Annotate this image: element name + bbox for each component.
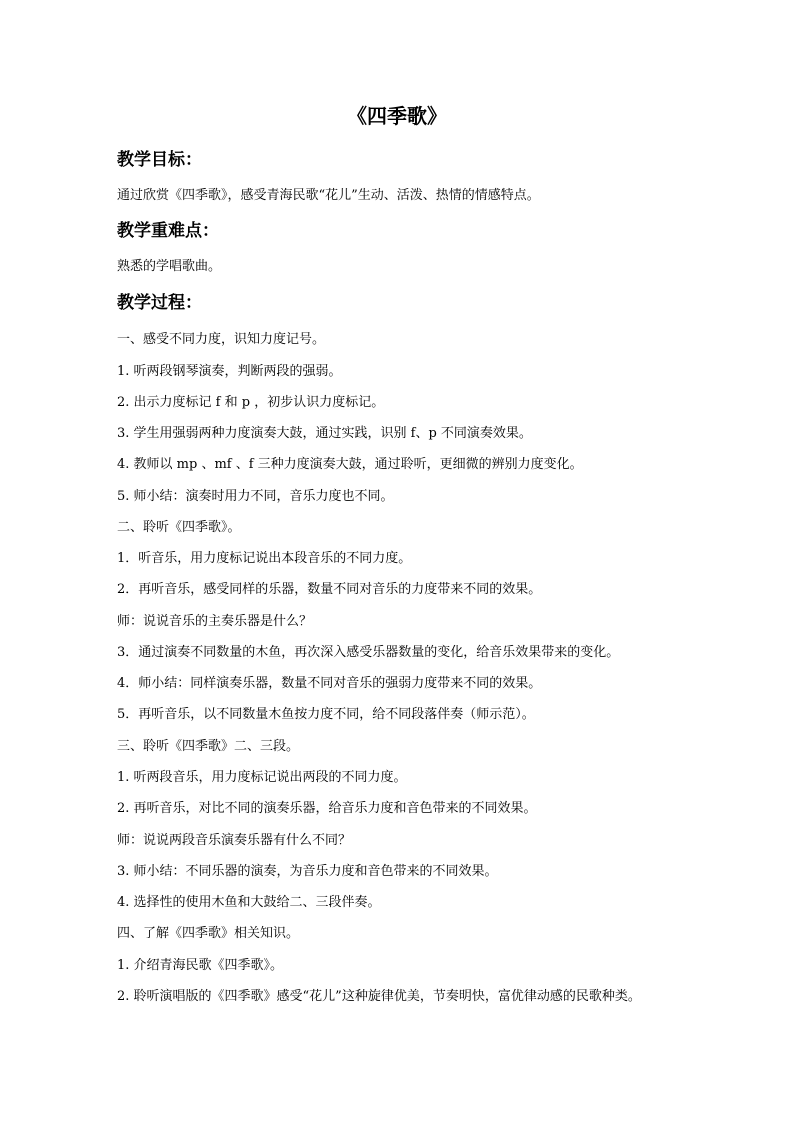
process-line: 师：说说两段音乐演奏乐器有什么不同？ xyxy=(117,833,352,848)
process-line: 5．再听音乐，以不同数量木鱼按力度不同，给不同段落伴奏（师示范）。 xyxy=(117,707,535,722)
key-points-line: 熟悉的学唱歌曲。 xyxy=(117,259,222,274)
process-line: 二、聆听《四季歌》。 xyxy=(117,520,241,535)
process-line: 3．通过演奏不同数量的木鱼，再次深入感受乐器数量的变化，给音乐效果带来的变化。 xyxy=(117,645,620,660)
process-line: 4. 教师以 mp 、mf 、f 三种力度演奏大鼓，通过聆听，更细微的辨别力度变化。 xyxy=(117,457,583,472)
process-line: 1. 听两段音乐，用力度标记说出两段的不同力度。 xyxy=(117,770,407,785)
process-line: 1．听音乐，用力度标记说出本段音乐的不同力度。 xyxy=(117,551,412,566)
objectives-line: 通过欣赏《四季歌》，感受青海民歌“花儿”生动、活泼、热情的情感特点。 xyxy=(117,188,540,203)
process-line: 2．再听音乐，感受同样的乐器，数量不同对音乐的力度带来不同的效果。 xyxy=(117,582,542,597)
section-heading-key-points: 教学重难点： xyxy=(117,221,219,241)
process-line: 2. 再听音乐，对比不同的演奏乐器，给音乐力度和音色带来的不同效果。 xyxy=(117,801,537,816)
process-line: 师：说说音乐的主奏乐器是什么？ xyxy=(117,614,313,629)
section-heading-process: 教学过程： xyxy=(117,293,202,313)
process-line: 2. 聆听演唱版的《四季歌》感受“花儿”这种旋律优美，节奏明快，富优律动感的民歌种类。 xyxy=(117,989,641,1004)
process-line: 三、聆听《四季歌》二、三段。 xyxy=(117,739,300,754)
process-line: 3. 师小结：不同乐器的演奏，为音乐力度和音色带来的不同效果。 xyxy=(117,864,498,879)
process-line: 5. 师小结：演奏时用力不同，音乐力度也不同。 xyxy=(117,489,394,504)
document-title: 《四季歌》 xyxy=(347,104,447,128)
process-line: 3. 学生用强弱两种力度演奏大鼓，通过实践，识别 f、p 不同演奏效果。 xyxy=(117,426,532,441)
process-line: 1. 介绍青海民歌《四季歌》。 xyxy=(117,958,284,973)
process-line: 1. 听两段钢琴演奏，判断两段的强弱。 xyxy=(117,364,342,379)
process-line: 一、感受不同力度，识知力度记号。 xyxy=(117,332,326,347)
process-line: 4．师小结：同样演奏乐器，数量不同对音乐的强弱力度带来不同的效果。 xyxy=(117,676,542,691)
section-heading-objectives: 教学目标： xyxy=(117,150,202,170)
process-line: 2. 出示力度标记 f 和 p ，初步认识力度标记。 xyxy=(117,395,385,410)
process-line: 四、了解《四季歌》相关知识。 xyxy=(117,926,300,941)
process-line: 4. 选择性的使用木鱼和大鼓给二、三段伴奏。 xyxy=(117,895,381,910)
